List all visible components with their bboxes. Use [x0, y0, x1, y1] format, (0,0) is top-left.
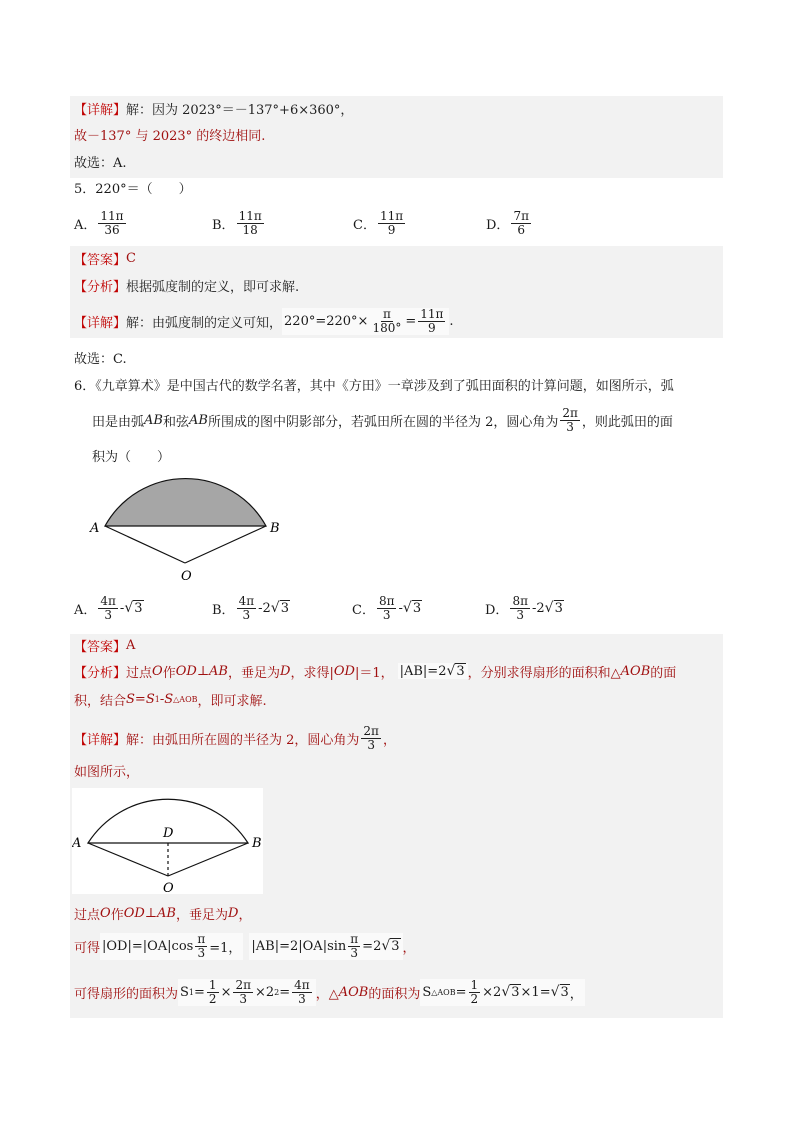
analysis-part: AOB: [620, 663, 651, 679]
analysis-tag: 【分析】: [74, 279, 127, 295]
sqrt-sign: √: [402, 600, 412, 616]
numerator: 2π: [562, 405, 578, 420]
analysis-part: -: [159, 691, 165, 707]
radius-ob: [168, 843, 248, 876]
formula-part: =2: [362, 938, 382, 954]
q6-detail-line1: [70, 722, 723, 754]
detail-part: 可得: [74, 940, 101, 956]
option-label: C．: [353, 217, 376, 233]
formula-part: ×1=: [520, 984, 551, 1000]
answer-tag: 【答案】: [74, 252, 127, 268]
analysis-part: S: [126, 691, 135, 707]
detail-part: ，: [238, 907, 252, 923]
sqrt-sign: √: [446, 663, 456, 679]
numerator: 8π: [378, 593, 395, 608]
q6-stem-line1: [70, 374, 723, 394]
fraction: [98, 595, 118, 622]
q5-option-d[interactable]: [486, 210, 533, 237]
q6-answer-value: A: [126, 637, 136, 653]
q6-figure-arc-field: [84, 468, 290, 586]
detail-part: ，: [382, 732, 396, 748]
fraction: [361, 725, 381, 752]
radicand: 3: [554, 601, 563, 616]
q6-option-b[interactable]: [212, 595, 352, 622]
radicand: 3: [412, 601, 422, 616]
analysis-part: 作: [162, 665, 176, 681]
detail-part: 解：由弧田所在圆的半径为 2，圆心角为: [126, 732, 360, 748]
detail-part: 的面积为: [368, 986, 421, 1002]
q5-detail-text: 解：由弧度制的定义可知，: [126, 315, 283, 331]
numerator: π: [350, 931, 359, 946]
analysis-part: 的面: [650, 665, 677, 681]
option-label: A．: [74, 602, 97, 618]
numerator: 4π: [238, 593, 255, 608]
denominator: 2: [470, 991, 479, 1006]
stem-part: 田是由弧: [92, 414, 145, 430]
q6-answer: [70, 635, 723, 655]
detail-part: AOB: [338, 984, 369, 1000]
denominator: 9: [387, 222, 396, 237]
analysis-part: |＝1，: [354, 665, 394, 681]
fraction: [378, 210, 405, 237]
stem-part: AB: [144, 412, 163, 428]
analysis-part: OD: [333, 663, 355, 679]
stem-part: 和弦: [162, 414, 189, 430]
analysis-part: S: [164, 691, 174, 707]
radius-oa: [105, 526, 185, 563]
label-b: B: [270, 521, 280, 536]
sqrt-sign: √: [381, 938, 391, 954]
denominator: 3: [350, 945, 359, 960]
triangle-area-formula: [420, 979, 584, 1006]
fraction: [510, 595, 530, 622]
detail-part: 作: [110, 907, 124, 923]
denominator: 3: [382, 607, 391, 622]
radicand: 3: [456, 664, 465, 679]
od-length-formula: [100, 933, 243, 960]
label-b: B: [252, 836, 262, 851]
analysis-part: D: [280, 663, 291, 679]
q4-detail-text: 解：因为 2023°＝－137°+6×360°，: [126, 102, 354, 118]
fraction: [348, 933, 360, 960]
numerator: 11π: [100, 208, 124, 223]
fraction: [233, 979, 253, 1006]
analysis-part: ，分别求得扇形的面积和△: [467, 665, 621, 681]
detail-part: 过点: [74, 907, 101, 923]
q5-stem-text: 5．220°＝（ ）: [74, 181, 192, 197]
analysis-part: ，垂足为: [228, 665, 281, 681]
q5-option-b[interactable]: [212, 210, 353, 237]
shaded-arc-segment: [105, 479, 266, 526]
fraction: [195, 933, 207, 960]
denominator: 3: [566, 419, 574, 434]
numerator: 1: [208, 977, 217, 992]
q6-options: [70, 590, 723, 626]
sqrt-sign: √: [124, 600, 134, 616]
q6-detail-line5: [70, 974, 723, 1010]
formula-part: =: [194, 984, 205, 1000]
q6-stem-text-3: 积为（ ）: [92, 449, 171, 465]
detail-tag: 【详解】: [74, 102, 127, 118]
option-label: C．: [352, 602, 375, 618]
formula-part: 2: [274, 987, 280, 997]
analysis-part: S: [145, 691, 155, 707]
formula-part: △AOB: [431, 987, 456, 997]
sqrt-sign: √: [501, 984, 511, 1000]
formula-part: |AB|=2|OA|sin: [251, 938, 347, 954]
formula-part: ×2: [255, 984, 275, 1000]
denominator: 180°: [372, 320, 402, 335]
ab-length-formula: [398, 663, 468, 679]
q6-stem-line3: [70, 445, 723, 465]
q6-option-d[interactable]: [485, 595, 564, 622]
fraction: [292, 979, 312, 1006]
detail-part: 可得扇形的面积为: [74, 986, 179, 1002]
q6-stem-line2: [70, 402, 723, 438]
detail-part: OD: [123, 905, 145, 921]
q5-analysis: [70, 275, 723, 295]
detail-tag: 【详解】: [74, 732, 127, 748]
numerator: π: [382, 306, 391, 321]
q5-option-a[interactable]: [74, 210, 212, 237]
option-label: B．: [212, 217, 235, 233]
q5-stem: [70, 177, 723, 197]
q5-answer-value: C: [126, 250, 136, 266]
detail-part: ，垂足为: [175, 907, 228, 923]
analysis-part: 积，结合: [74, 693, 127, 709]
q5-choose: [70, 347, 723, 367]
q6-analysis-line1: [70, 659, 723, 683]
option-tail: -: [119, 600, 125, 616]
analysis-part: O: [152, 663, 163, 679]
fraction: [237, 595, 257, 622]
stem-part: 所围成的图中阴影部分，若弧田所在圆的半径为 2，圆心角为: [207, 414, 559, 430]
denominator: 2: [208, 991, 217, 1006]
formula-part: ×: [220, 984, 232, 1000]
denominator: 6: [517, 222, 526, 237]
option-label: D．: [486, 217, 510, 233]
numerator: π: [197, 931, 206, 946]
option-tail: -: [398, 600, 403, 616]
q5-detail-formula: [282, 308, 449, 335]
analysis-part: △AOB: [173, 694, 198, 704]
sqrt-sign: √: [544, 600, 554, 616]
analysis-part: AB: [209, 663, 228, 679]
fraction: [418, 308, 445, 335]
formula-part: 1: [188, 987, 195, 997]
detail-part: D: [228, 905, 239, 921]
analysis-part: 1: [154, 694, 160, 704]
numerator: 11π: [420, 306, 444, 321]
numerator: 8π: [512, 593, 528, 608]
formula-part: 220°=220°×: [284, 313, 369, 329]
q5-analysis-text: 根据弧度制的定义，即可求解.: [126, 279, 300, 295]
fraction: [511, 210, 531, 237]
option-label: B．: [212, 602, 235, 618]
q6-stem-text-1: 6．《九章算术》是中国古代的数学名著，其中《方田》一章涉及到了弧田面积的计算问题，如图所示，弧: [74, 378, 674, 394]
q6-detail-line4: [70, 929, 723, 963]
analysis-tag: 【分析】: [74, 665, 127, 681]
formula-part: =: [279, 984, 291, 1000]
numerator: 4π: [100, 593, 116, 608]
option-label: D．: [485, 602, 509, 618]
numerator: 2π: [235, 977, 251, 992]
formula-part: ，: [569, 986, 583, 1002]
sector-area-formula: [178, 979, 316, 1006]
option-label: A．: [74, 217, 97, 233]
formula-part: |AB|=2: [399, 663, 447, 679]
q4-detail-line2: [70, 124, 723, 144]
sqrt-sign: √: [270, 600, 280, 616]
analysis-part: ，即可求解.: [197, 693, 267, 709]
sqrt-sign: √: [550, 984, 560, 1000]
numerator: 11π: [238, 208, 262, 223]
detail-part: ，: [402, 940, 416, 956]
formula-part: =1，: [209, 940, 242, 956]
label-a: A: [72, 836, 82, 851]
formula-part: |OD|=|OA|cos: [102, 938, 194, 954]
stem-part: ，则此弧田的面: [581, 414, 673, 430]
analysis-part: ⊥: [196, 663, 210, 679]
detail-part: AB: [157, 905, 176, 921]
q5-detail: [70, 305, 723, 337]
numerator: 1: [470, 977, 479, 992]
label-o: O: [163, 881, 174, 894]
q6-analysis-line2: [70, 688, 723, 710]
fraction: [560, 407, 580, 434]
detail-part: O: [100, 905, 111, 921]
formula-part: S: [180, 984, 189, 1000]
formula-part: .: [449, 313, 454, 329]
numerator: 7π: [513, 208, 529, 223]
q5-answer: [70, 248, 723, 268]
radicand: 3: [391, 939, 400, 954]
radius-ob: [185, 526, 266, 563]
denominator: 3: [367, 737, 375, 752]
denominator: 18: [242, 222, 258, 237]
fraction: [370, 308, 403, 335]
numerator: 4π: [294, 977, 310, 992]
q6-detail-line3: [70, 902, 723, 924]
label-o: O: [181, 569, 192, 584]
detail-part: ，△: [315, 986, 339, 1002]
radius-oa: [88, 843, 168, 876]
radicand: 3: [560, 985, 569, 1000]
q4-detail-line1: [70, 98, 723, 118]
analysis-part: OD: [175, 663, 197, 679]
option-tail: -2: [258, 600, 271, 616]
formula-part: =: [455, 984, 467, 1000]
denominator: 3: [516, 607, 525, 622]
fraction: [469, 979, 481, 1006]
denominator: 3: [239, 991, 248, 1006]
q4-choose-text: 故选：A.: [74, 155, 127, 171]
radicand: 3: [511, 985, 520, 1000]
detail-part: ⊥: [144, 905, 158, 921]
q6-detail-line2: [70, 760, 723, 780]
denominator: 3: [104, 607, 112, 622]
q4-terminal-side-text: 故－137° 与 2023° 的终边相同.: [74, 128, 266, 144]
stem-part: AB: [188, 412, 208, 428]
denominator: 36: [104, 222, 120, 237]
q4-choose: [70, 151, 723, 171]
analysis-part: 过点: [126, 665, 153, 681]
detail-tag: 【详解】: [74, 315, 127, 331]
analysis-part: =: [134, 691, 146, 707]
label-d: D: [163, 826, 174, 841]
detail-part: 如图所示，: [74, 764, 140, 780]
radicand: 3: [134, 601, 143, 616]
answer-tag: 【答案】: [74, 639, 127, 655]
q6-option-c[interactable]: [352, 595, 485, 622]
formula-part: =: [405, 313, 417, 329]
analysis-part: ，求得|: [290, 665, 334, 681]
q6-option-a[interactable]: [74, 595, 212, 622]
fraction: [98, 210, 125, 237]
numerator: 2π: [363, 723, 379, 738]
denominator: 3: [298, 991, 306, 1006]
fraction: [207, 979, 219, 1006]
fraction: [237, 210, 264, 237]
q5-choose-text: 故选：C.: [74, 351, 127, 367]
q6-figure-perpendicular: [72, 788, 263, 894]
numerator: 11π: [379, 208, 404, 223]
denominator: 3: [197, 945, 206, 960]
radicand: 3: [280, 601, 289, 616]
formula-part: S: [422, 984, 432, 1000]
q5-options: [70, 205, 723, 241]
ab-length-formula: [249, 933, 402, 960]
formula-part: ×2: [482, 984, 502, 1000]
fraction: [377, 595, 397, 622]
q5-option-c[interactable]: [353, 210, 486, 237]
label-a: A: [90, 521, 100, 536]
denominator: 3: [242, 607, 251, 622]
option-tail: -2: [531, 600, 545, 616]
denominator: 9: [428, 320, 436, 335]
